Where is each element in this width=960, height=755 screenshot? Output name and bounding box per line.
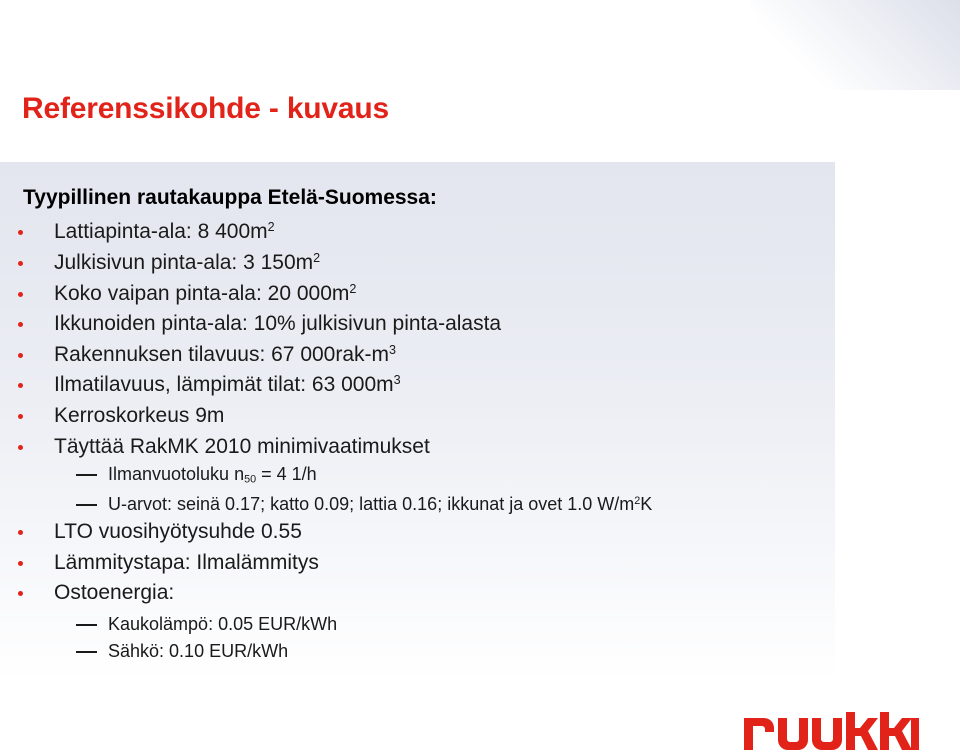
bullet-dot-icon bbox=[18, 261, 23, 266]
dash-icon bbox=[76, 474, 97, 476]
superscript: 3 bbox=[389, 343, 397, 358]
bullet-text: LTO vuosihyötysuhde 0.55 bbox=[54, 520, 302, 543]
sub-bullet-text-after: K bbox=[640, 494, 653, 514]
slide-heading: Tyypillinen rautakauppa Etelä-Suomessa: bbox=[23, 186, 437, 209]
superscript: 2 bbox=[313, 251, 321, 266]
bullet-text: Ostoenergia: bbox=[54, 581, 175, 604]
bullet-text: Kerroskorkeus 9m bbox=[54, 404, 225, 427]
dash-icon bbox=[76, 504, 97, 506]
dash-icon bbox=[76, 651, 97, 653]
sub-bullet-text: Kaukolämpö: 0.05 EUR/kWh bbox=[108, 614, 338, 634]
bullet-text: Julkisivun pinta-ala: 3 150m bbox=[54, 251, 314, 274]
superscript: 3 bbox=[393, 373, 401, 388]
corner-decoration bbox=[750, 0, 960, 90]
bullet-dot-icon bbox=[18, 322, 23, 327]
bullet-dot-icon bbox=[18, 353, 23, 358]
bullet-text: Lattiapinta-ala: 8 400m bbox=[54, 220, 268, 243]
superscript: 2 bbox=[634, 495, 641, 508]
bullet-text: Rakennuksen tilavuus: 67 000rak-m bbox=[54, 343, 390, 366]
bullet-dot-icon bbox=[18, 414, 23, 419]
sub-bullet-text-after: = 4 1/h bbox=[256, 464, 317, 484]
bullet-dot-icon bbox=[18, 230, 23, 235]
slide-title: Referenssikohde - kuvaus bbox=[22, 92, 390, 125]
bullet-dot-icon bbox=[18, 292, 23, 297]
ruukki-logo bbox=[744, 710, 919, 750]
sub-bullet-text: Ilmanvuotoluku n bbox=[108, 464, 245, 484]
dash-icon bbox=[76, 624, 97, 626]
bullet-text: Ilmatilavuus, lämpimät tilat: 63 000m bbox=[54, 373, 394, 396]
bullet-dot-icon bbox=[18, 561, 23, 566]
bullet-text: Lämmitystapa: Ilmalämmitys bbox=[54, 551, 319, 574]
superscript: 2 bbox=[267, 220, 275, 235]
bullet-dot-icon bbox=[18, 383, 23, 388]
bullet-dot-icon bbox=[18, 530, 23, 535]
subscript: 50 bbox=[244, 473, 257, 486]
sub-bullet-text: U-arvot: seinä 0.17; katto 0.09; lattia 0.16; ikkunat ja ovet 1.0 W/m bbox=[108, 494, 635, 514]
sub-bullet-text: Sähkö: 0.10 EUR/kWh bbox=[108, 641, 289, 661]
bullet-dot-icon bbox=[18, 445, 23, 450]
bullet-text: Ikkunoiden pinta-ala: 10% julkisivun pinta-alasta bbox=[54, 312, 502, 335]
bullet-dot-icon bbox=[18, 591, 23, 596]
superscript: 2 bbox=[349, 282, 357, 297]
bullet-text: Koko vaipan pinta-ala: 20 000m bbox=[54, 282, 350, 305]
bullet-text: Täyttää RakMK 2010 minimivaatimukset bbox=[54, 435, 430, 458]
